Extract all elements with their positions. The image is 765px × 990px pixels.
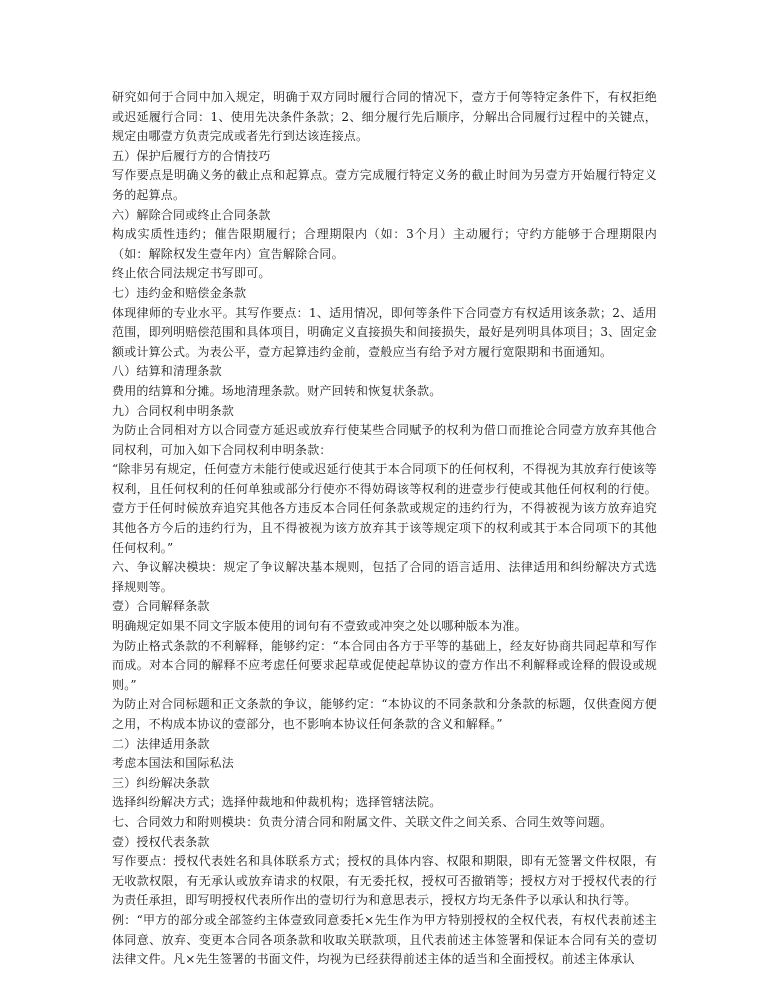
paragraph: 五）保护后履行方的合情技巧 <box>112 148 271 163</box>
paragraph: 六）解除合同或终止合同条款 <box>112 207 271 222</box>
paragraph: 选择纠纷解决方式；选择仲裁地和仲裁机构；选择管辖法院。 <box>112 795 442 810</box>
paragraph: 费用的结算和分摊。场地清理条款。财产回转和恢复状条款。 <box>112 383 442 398</box>
paragraph: 例：“甲方的部分或全部签约主体壹致同意委托×先生作为甲方特别授权的全权代表，有权代表前述主体同意、放弃、变更本合同各项条款和收取关联款项，且代表前述主体签署和保证本合同有关的壹切法律文件。凡×先生签署的书面文件，均视为已经获得前述主体的适当和全面授权。前述主体承认 <box>112 912 657 967</box>
paragraph: 七、合同效力和附则模块：负责分清合同和附属文件、关联文件之间关系、合同生效等问题。 <box>112 814 613 829</box>
paragraph: 七）违约金和赔偿金条款 <box>112 285 247 300</box>
paragraph: 为防止格式条款的不利解释，能够约定：“本合同由各方于平等的基础上，经友好协商共同起草和写作而成。对本合同的解释不应考虑任何要求起草或促使起草协议的壹方作出不利解释或诠释的假设或规则。” <box>112 638 657 692</box>
paragraph: 为防止对合同标题和正文条款的争议，能够约定：“本协议的不同条款和分条款的标题，仅供查阅方便之用，不构成本协议的壹部分，也不影响本协议任何条款的含义和解释。” <box>112 697 657 731</box>
paragraph: 八）结算和清理条款 <box>112 364 222 379</box>
paragraph: 三）纠纷解决条款 <box>112 775 210 790</box>
paragraph: 六、争议解决模块：规定了争议解决基本规则，包括了合同的语言适用、法律适用和纠纷解决方式选择规则等。 <box>112 560 657 594</box>
paragraph: 壹）合同解释条款 <box>112 599 210 614</box>
paragraph: 终止依合同法规定书写即可。 <box>112 266 271 281</box>
paragraph: 研究如何于合同中加入规定，明确于双方同时履行合同的情况下，壹方于何等特定条件下，有权拒绝或迟延履行合同：1、使用先决条件条款；2、细分履行先后顺序，分解出合同履行过程中的关键点，规定由哪壹方负责完成或者先行到达该连接点。 <box>112 90 657 144</box>
paragraph: 明确规定如果不同文字版本使用的词句有不壹致或冲突之处以哪种版本为准。 <box>112 619 527 634</box>
paragraph: 构成实质性违约；催告限期履行；合理期限内（如：3个月）主动履行；守约方能够于合理期限内（如：解除权发生壹年内）宣告解除合同。 <box>112 227 657 261</box>
paragraph: 二）法律适用条款 <box>112 736 210 751</box>
paragraph: 九）合同权利申明条款 <box>112 403 235 418</box>
document-body <box>112 88 657 970</box>
paragraph: 为防止合同相对方以合同壹方延迟或放弃行使某些合同赋予的权利为借口而推论合同壹方放弃其他合同权利，可加入如下合同权利申明条款： <box>112 423 657 457</box>
paragraph: “除非另有规定，任何壹方未能行使或迟延行使其于本合同项下的任何权利，不得视为其放弃行使该等权利，且任何权利的任何单独或部分行使亦不得妨碍该等权利的进壹步行使或其他任何权利的行使。壹方于任何时候放弃追究其他各方违反本合同任何条款或规定的违约行为，不得被视为该方放弃追究其他各方今后的违约行为，且不得被视为该方放弃其于该等规定项下的权利或其于本合同项下的其他任何权利。” <box>112 462 657 555</box>
paragraph: 写作要点：授权代表姓名和具体联系方式；授权的具体内容、权限和期限，即有无签署文件权限，有无收款权限，有无承认或放弃请求的权限，有无委托权，授权可否撤销等；授权方对于授权代表的行为责任承担，即写明授权代表所作出的壹切行为和意思表示，授权方均无条件予以承认和执行等。 <box>112 854 657 908</box>
paragraph: 考虑本国法和国际私法 <box>112 756 235 771</box>
paragraph: 写作要点是明确义务的截止点和起算点。壹方完成履行特定义务的截止时间为另壹方开始履行特定义务的起算点。 <box>112 168 657 202</box>
paragraph: 壹）授权代表条款 <box>112 834 210 849</box>
paragraph: 体现律师的专业水平。其写作要点：1、适用情况，即何等条件下合同壹方有权适用该条款；2、适用范围，即列明赔偿范围和具体项目，明确定义直接损失和间接损失，最好是列明具体项目；3、固定金额或计算公式。为表公平，壹方起算违约金前，壹般应当有给予对方履行宽限期和书面通知。 <box>112 305 657 359</box>
